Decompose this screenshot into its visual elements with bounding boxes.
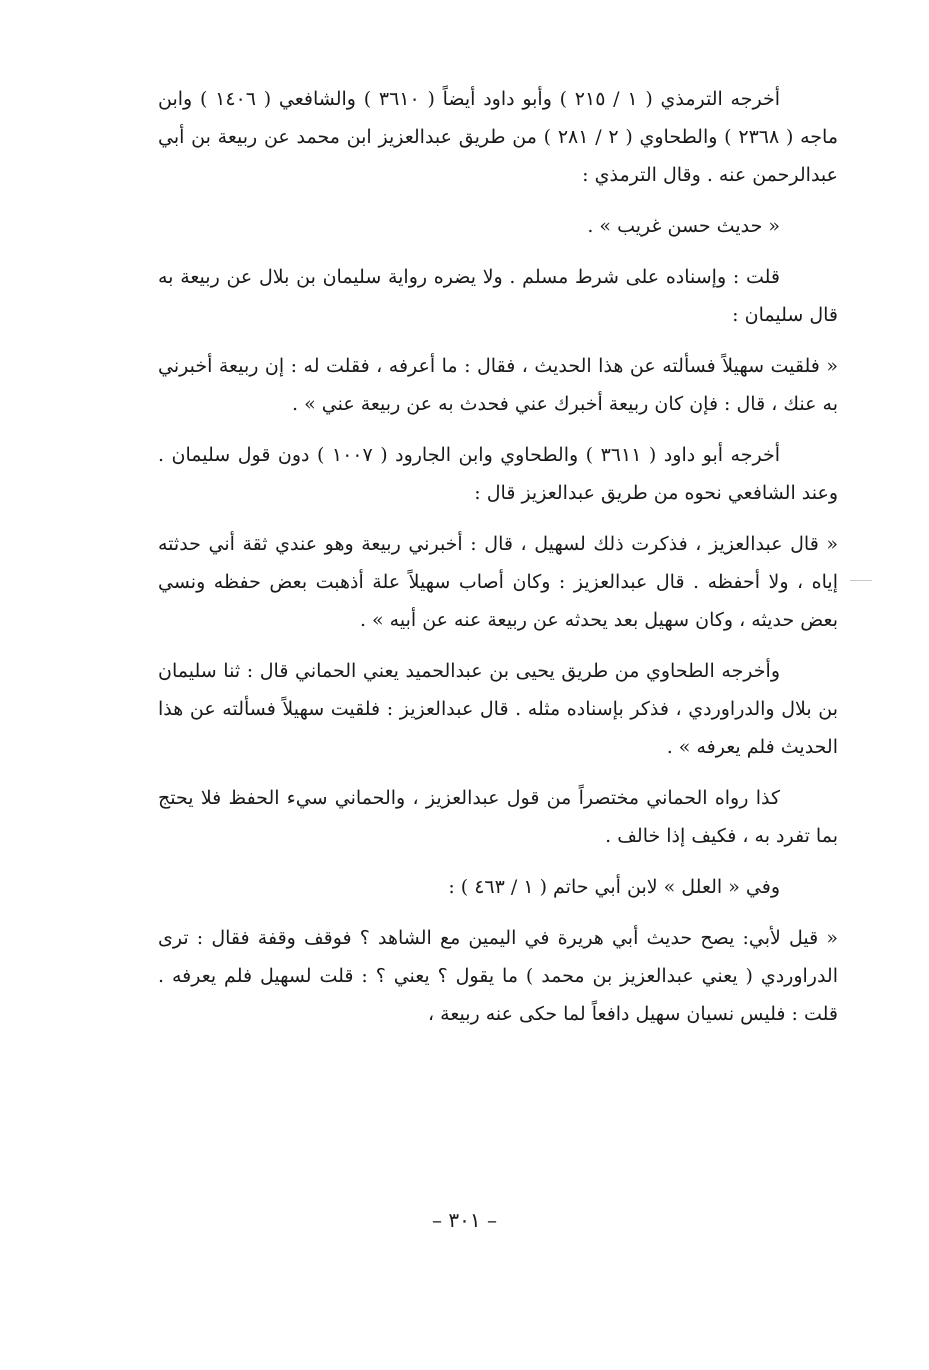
paragraph-3: قلت : وإسناده على شرط مسلم . ولا يضره رواية سليمان بن بلال عن ربيعة به قال سليمان : xyxy=(158,266,838,326)
page-body xyxy=(158,80,838,1046)
paragraph-8: كذا رواه الحماني مختصراً من قول عبدالعزيز ، والحماني سيء الحفظ فلا يحتج بما تفرد به ، فكيف إذا خالف . xyxy=(158,787,838,847)
paragraph-4: « فلقيت سهيلاً فسألته عن هذا الحديث ، فقال : ما أعرفه ، فقلت له : إن ربيعة أخبرني به عنك ، قال : فإن كان ربيعة أخبرك عني فحدث به عن ربيعة عني » . xyxy=(158,355,838,415)
paragraph-2: « حديث حسن غريب » . xyxy=(587,215,780,237)
paragraph-6: « قال عبدالعزيز ، فذكرت ذلك لسهيل ، قال : أخبرني ربيعة وهو عندي ثقة أني حدثته إياه ، ولا أحفظه . قال عبدالعزيز : وكان أصاب سهيلاً علة أذهبت بعض حفظه ونسي بعض حديثه ، وكان سهيل بعد يحدثه عن ربيعة عنه عن أبيه » . xyxy=(158,533,838,631)
paragraph-5: أخرجه أبو داود ( ٣٦١١ ) والطحاوي وابن الجارود ( ١٠٠٧ ) دون قول سليمان . وعند الشافعي نحوه من طريق عبدالعزيز قال : xyxy=(158,444,838,504)
paragraph-7: وأخرجه الطحاوي من طريق يحيى بن عبدالحميد يعني الحماني قال : ثنا سليمان بن بلال والدراوردي ، فذكر بإسناده مثله . قال عبدالعزيز : فلقيت سهيلاً فسألته عن هذا الحديث فلم يعرفه » . xyxy=(158,660,838,758)
margin-mark xyxy=(850,580,872,581)
paragraph-9: وفي « العلل » لابن أبي حاتم ( ١ / ٤٦٣ ) : xyxy=(448,876,780,898)
page-number: – ٣٠١ – xyxy=(432,1208,497,1232)
paragraph-1: أخرجه الترمذي ( ١ / ٢١٥ ) وأبو داود أيضاً ( ٣٦١٠ ) والشافعي ( ١٤٠٦ ) وابن ماجه ( ٢٣٦٨ ) والطحاوي ( ٢ / ٢٨١ ) من طريق عبدالعزيز ابن محمد عن ربيعة بن أبي عبدالرحمن عنه . وقال الترمذي : xyxy=(158,88,839,186)
paragraph-10: « قيل لأبي: يصح حديث أبي هريرة في اليمين مع الشاهد ؟ فوقف وقفة فقال : ترى الدراوردي ( يعني عبدالعزيز بن محمد ) ما يقول ؟ يعني ؟ : قلت لسهيل فلم يعرفه . قلت : فليس نسيان سهيل دافعاً لما حكى عنه ربيعة ، xyxy=(158,927,838,1025)
